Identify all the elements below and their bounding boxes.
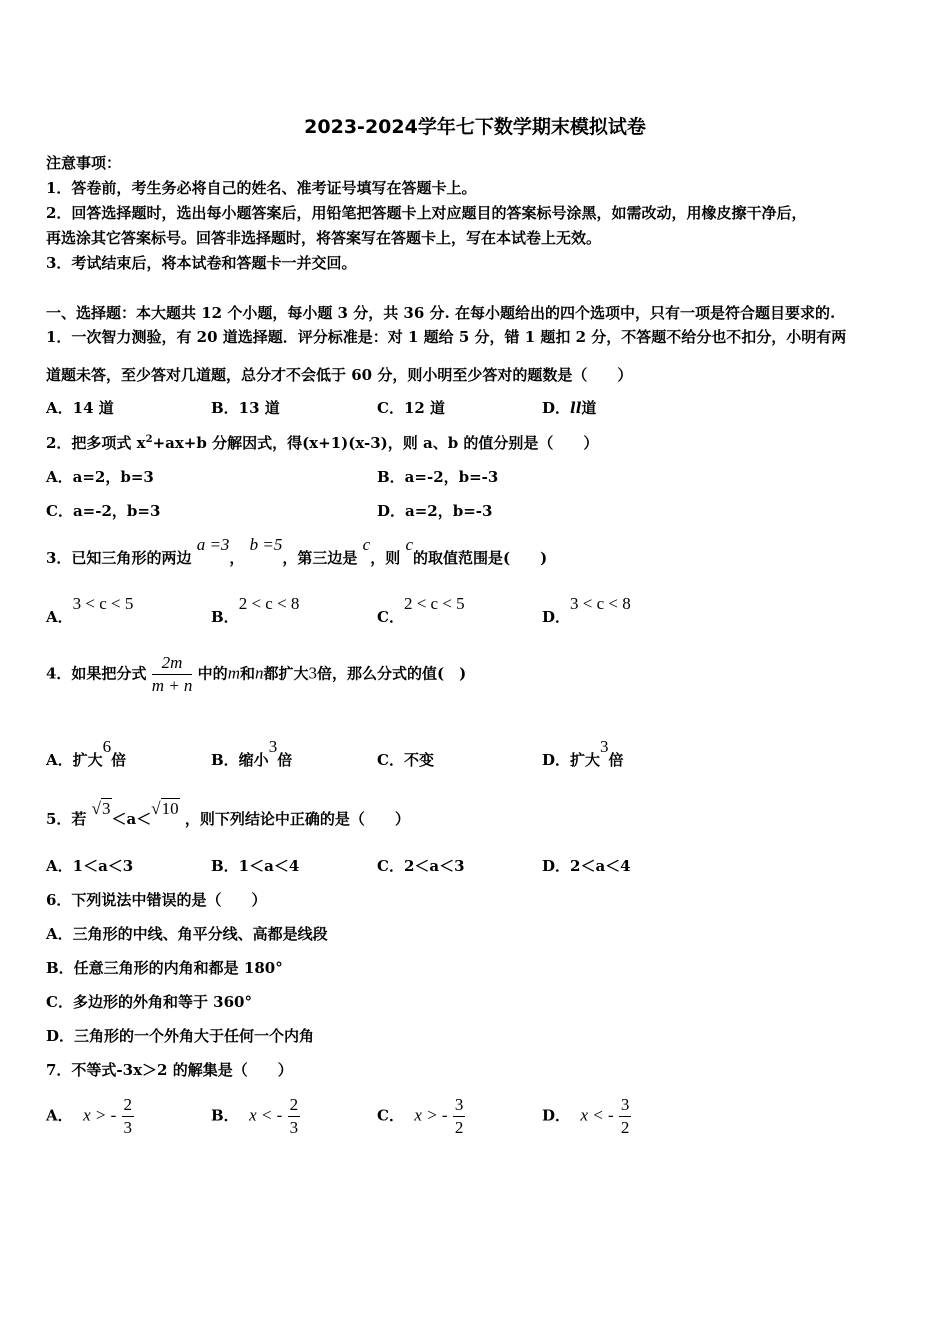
q1-option-d xyxy=(542,397,596,418)
q4-option-a: A．扩大6倍 xyxy=(46,737,127,769)
sqrt-3: √3 xyxy=(91,799,111,818)
q7-option-a: A． x > - $\frac{2}{3}$ xyxy=(46,1095,133,1137)
q1-option-d-label: D． xyxy=(542,399,571,417)
q4-option-c: C．不变 xyxy=(377,751,434,769)
q3-option-c: C．2 < c < 5 xyxy=(377,594,465,626)
q1-option-a: A．14 道 xyxy=(46,399,114,417)
q4-fraction: $\frac{2m}{m + n}$ xyxy=(151,653,193,695)
q1-stem: 1．一次智力测验，有 20 道选择题．评分标准是：对 1 题给 5 分，错 1 题扣 2 分，不答题不给分也不扣分，小明有两 xyxy=(46,328,847,346)
q5-option-b: B．1＜a＜4 xyxy=(211,857,300,875)
q7-option-d: D． x < - $\frac{3}{2}$ xyxy=(542,1095,630,1137)
q4-option-b: B．缩小3倍 xyxy=(211,737,293,769)
q3-option-a: A．3 < c < 5 xyxy=(46,594,134,626)
q2-option-c: C．a=-2，b=3 xyxy=(46,502,161,520)
q2-option-a: A．a=2，b=3 xyxy=(46,468,154,486)
q1-option-d-var: ll xyxy=(570,399,582,417)
q6-option-d: D．三角形的一个外角大于任何一个内角 xyxy=(46,1027,315,1045)
q2-option-b: B．a=-2，b=-3 xyxy=(377,468,499,486)
q7-option-c: C． x > - $\frac{3}{2}$ xyxy=(377,1095,464,1137)
q6-option-c: C．多边形的外角和等于 360° xyxy=(46,993,252,1011)
q2-option-d: D．a=2，b=-3 xyxy=(377,502,493,520)
q3-option-d: D．3 < c < 8 xyxy=(542,594,631,626)
q5-stem: 5．若 √3＜a＜√10 ，则下列结论中正确的是（ ） xyxy=(46,799,410,828)
notice-heading: 注意事项： xyxy=(46,154,122,172)
q7-option-b: B． x < - $\frac{2}{3}$ xyxy=(211,1095,299,1137)
q6-option-a: A．三角形的中线、角平分线、高都是线段 xyxy=(46,925,328,943)
q6-stem: 6．下列说法中错误的是（ ） xyxy=(46,891,267,909)
notice-item: 3．考试结束后，将本试卷和答题卡一并交回。 xyxy=(46,254,357,272)
q5-option-c: C．2＜a＜3 xyxy=(377,857,465,875)
q4-stem: 4．如果把分式 $\frac{2m}{m + n}$ 中的m和n都扩大3倍，那么分式的值( ) xyxy=(46,653,467,695)
q2-stem: 2．把多项式 $x^2+ax+b$ 分解因式，得(x+1)(x-3)，则 a、b 的值分别是（ ） xyxy=(46,434,599,452)
notice-item: 1．答卷前，考生务必将自己的姓名、准考证号填写在答题卡上。 xyxy=(46,179,477,197)
notice-item: 2．回答选择题时，选出每小题答案后，用铅笔把答题卡上对应题目的答案标号涂黑，如需改动，用橡皮擦干净后， xyxy=(46,204,807,222)
q5-option-d: D．2＜a＜4 xyxy=(542,857,631,875)
q7-stem: 7．不等式-3x＞2 的解集是（ ） xyxy=(46,1061,293,1079)
q1-option-c: C．12 道 xyxy=(377,399,446,417)
q3-stem: 3．已知三角形的两边 a =3， b =5，第三边是 c，则 c的取值范围是( ) xyxy=(46,535,548,567)
q5-option-a: A．1＜a＜3 xyxy=(46,857,134,875)
notice-item: 再选涂其它答案标号。回答非选择题时，将答案写在答题卡上，写在本试卷上无效。 xyxy=(46,229,602,247)
q4-option-d: D．扩大3倍 xyxy=(542,737,624,769)
q3-option-b: B．2 < c < 8 xyxy=(211,594,300,626)
q1-stem: 道题未答，至少答对几道题，总分才不会低于 60 分，则小明至少答对的题数是（ ） xyxy=(46,366,633,384)
sqrt-10: √10 xyxy=(151,799,179,818)
q6-option-b: B．任意三角形的内角和都是 180° xyxy=(46,959,283,977)
page-title: 2023-2024学年七下数学期末模拟试卷 xyxy=(304,116,646,138)
q1-option-b: B．13 道 xyxy=(211,399,280,417)
section-heading: 一、选择题：本大题共 12 个小题，每小题 3 分，共 36 分. 在每小题给出的四个选项中，只有一项是符合题目要求的. xyxy=(46,304,836,322)
q1-option-d-unit: 道 xyxy=(581,399,597,417)
